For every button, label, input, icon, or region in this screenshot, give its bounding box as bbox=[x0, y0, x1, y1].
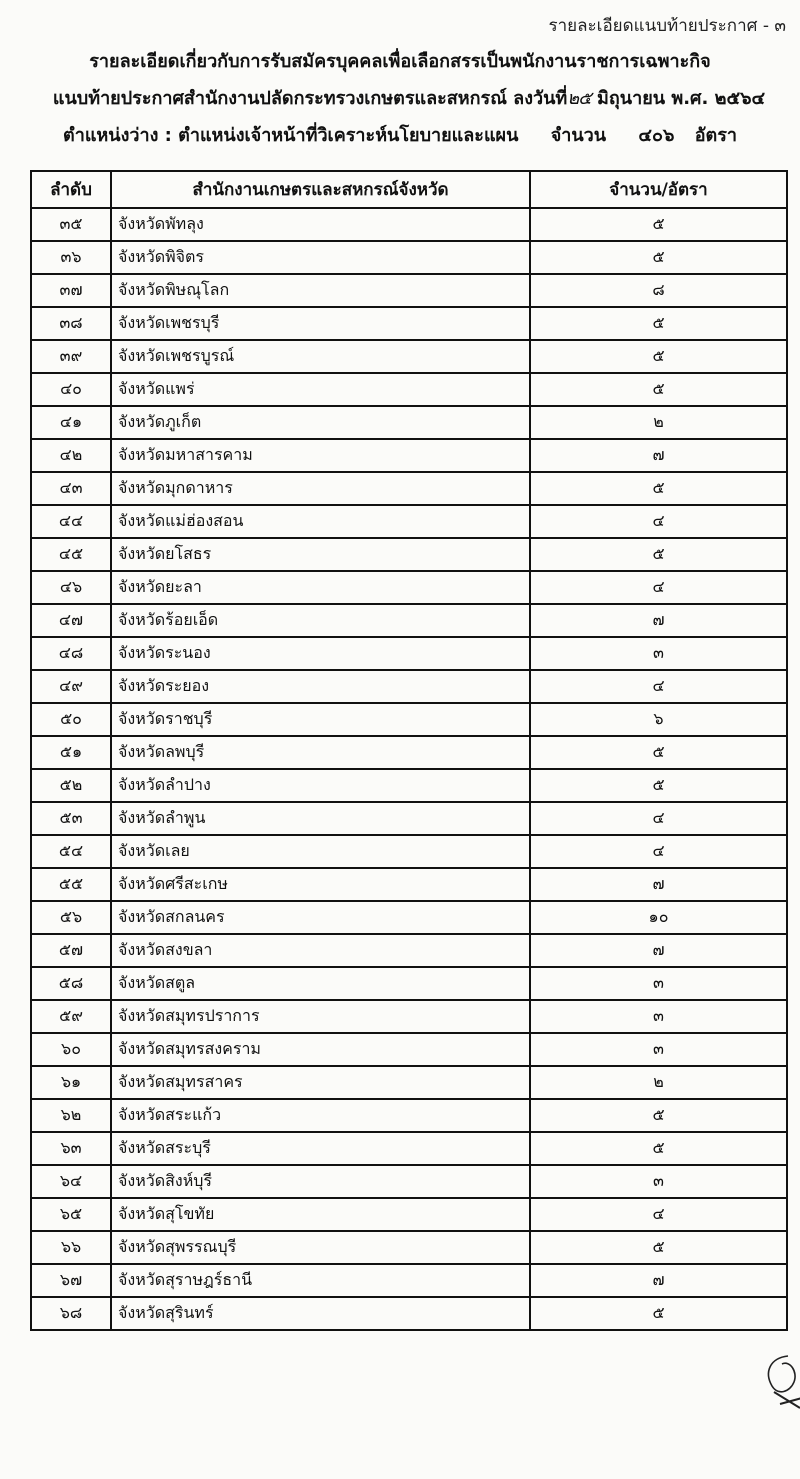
row-province: จังหวัดยะลา bbox=[111, 571, 530, 604]
row-order: ๕๒ bbox=[31, 769, 111, 802]
row-province: จังหวัดสุโขทัย bbox=[111, 1198, 530, 1231]
row-province: จังหวัดระยอง bbox=[111, 670, 530, 703]
row-order: ๔๘ bbox=[31, 637, 111, 670]
row-order: ๔๒ bbox=[31, 439, 111, 472]
row-order: ๖๗ bbox=[31, 1264, 111, 1297]
row-province: จังหวัดสุรินทร์ bbox=[111, 1297, 530, 1330]
header-quantity: จำนวน/อัตรา bbox=[530, 171, 787, 208]
row-order: ๔๔ bbox=[31, 505, 111, 538]
row-quantity: ๗ bbox=[530, 439, 787, 472]
row-order: ๖๕ bbox=[31, 1198, 111, 1231]
row-order: ๕๐ bbox=[31, 703, 111, 736]
page-reference: รายละเอียดแนบท้ายประกาศ - ๓ bbox=[548, 16, 786, 36]
announcement-suffix: มิถุนายน พ.ศ. ๒๕๖๔ bbox=[590, 88, 766, 109]
row-quantity: ๒ bbox=[530, 406, 787, 439]
row-province: จังหวัดพิษณุโลก bbox=[111, 274, 530, 307]
row-province: จังหวัดพัทลุง bbox=[111, 208, 530, 241]
row-province: จังหวัดมหาสารคาม bbox=[111, 439, 530, 472]
table-row bbox=[31, 1099, 787, 1132]
row-order: ๕๗ bbox=[31, 934, 111, 967]
row-quantity: ๕ bbox=[530, 1099, 787, 1132]
row-province: จังหวัดสุพรรณบุรี bbox=[111, 1231, 530, 1264]
row-province: จังหวัดสิงห์บุรี bbox=[111, 1165, 530, 1198]
row-quantity: ๕ bbox=[530, 208, 787, 241]
row-quantity: ๑๐ bbox=[530, 901, 787, 934]
row-quantity: ๗ bbox=[530, 934, 787, 967]
amount-unit: อัตรา bbox=[694, 125, 737, 146]
row-province: จังหวัดมุกดาหาร bbox=[111, 472, 530, 505]
row-order: ๔๕ bbox=[31, 538, 111, 571]
table-row bbox=[31, 571, 787, 604]
table-row bbox=[31, 703, 787, 736]
row-province: จังหวัดศรีสะเกษ bbox=[111, 868, 530, 901]
announcement-line bbox=[18, 83, 800, 112]
row-order: ๖๑ bbox=[31, 1066, 111, 1099]
document-title: รายละเอียดเกี่ยวกับการรับสมัครบุคคลเพื่อเลือกสรรเป็นพนักงานราชการเฉพาะกิจ bbox=[89, 51, 711, 72]
row-quantity: ๔ bbox=[530, 505, 787, 538]
row-province: จังหวัดร้อยเอ็ด bbox=[111, 604, 530, 637]
row-order: ๖๖ bbox=[31, 1231, 111, 1264]
row-quantity: ๔ bbox=[530, 670, 787, 703]
row-quantity: ๕ bbox=[530, 1132, 787, 1165]
row-quantity: ๓ bbox=[530, 967, 787, 1000]
row-order: ๖๘ bbox=[31, 1297, 111, 1330]
row-order: ๕๘ bbox=[31, 967, 111, 1000]
table-row bbox=[31, 505, 787, 538]
row-order: ๕๖ bbox=[31, 901, 111, 934]
row-province: จังหวัดสตูล bbox=[111, 967, 530, 1000]
row-quantity: ๔ bbox=[530, 571, 787, 604]
row-order: ๓๖ bbox=[31, 241, 111, 274]
row-province: จังหวัดภูเก็ต bbox=[111, 406, 530, 439]
row-province: จังหวัดพิจิตร bbox=[111, 241, 530, 274]
row-order: ๓๘ bbox=[31, 307, 111, 340]
table-row bbox=[31, 868, 787, 901]
table-row bbox=[31, 538, 787, 571]
table-row bbox=[31, 373, 787, 406]
row-order: ๕๑ bbox=[31, 736, 111, 769]
row-quantity: ๕ bbox=[530, 1297, 787, 1330]
row-quantity: ๕ bbox=[530, 472, 787, 505]
announcement-prefix: แนบท้ายประกาศสำนักงานปลัดกระทรวงเกษตรและสหกรณ์ ลงวันที่ bbox=[52, 88, 568, 109]
table-row bbox=[31, 274, 787, 307]
row-quantity: ๓ bbox=[530, 1033, 787, 1066]
row-province: จังหวัดลำปาง bbox=[111, 769, 530, 802]
row-quantity: ๘ bbox=[530, 274, 787, 307]
row-province: จังหวัดสมุทรสงคราม bbox=[111, 1033, 530, 1066]
row-province: จังหวัดสระแก้ว bbox=[111, 1099, 530, 1132]
row-order: ๖๓ bbox=[31, 1132, 111, 1165]
table-row bbox=[31, 1198, 787, 1231]
row-order: ๓๗ bbox=[31, 274, 111, 307]
row-quantity: ๕ bbox=[530, 1231, 787, 1264]
row-province: จังหวัดสระบุรี bbox=[111, 1132, 530, 1165]
row-order: ๖๐ bbox=[31, 1033, 111, 1066]
table-row bbox=[31, 967, 787, 1000]
row-quantity: ๓ bbox=[530, 1165, 787, 1198]
row-province: จังหวัดลำพูน bbox=[111, 802, 530, 835]
row-quantity: ๕ bbox=[530, 241, 787, 274]
row-order: ๖๔ bbox=[31, 1165, 111, 1198]
row-province: จังหวัดราชบุรี bbox=[111, 703, 530, 736]
table-row bbox=[31, 340, 787, 373]
position-name: ตำแหน่งเจ้าหน้าที่วิเคราะห์นโยบายและแผน bbox=[178, 125, 519, 146]
row-province: จังหวัดแม่ฮ่องสอน bbox=[111, 505, 530, 538]
table-row bbox=[31, 1132, 787, 1165]
row-order: ๕๔ bbox=[31, 835, 111, 868]
row-quantity: ๓ bbox=[530, 637, 787, 670]
row-order: ๔๓ bbox=[31, 472, 111, 505]
row-quantity: ๔ bbox=[530, 1198, 787, 1231]
table-header-row bbox=[31, 171, 787, 208]
row-province: จังหวัดลพบุรี bbox=[111, 736, 530, 769]
row-province: จังหวัดสุราษฎร์ธานี bbox=[111, 1264, 530, 1297]
table-row bbox=[31, 1033, 787, 1066]
table-row bbox=[31, 769, 787, 802]
row-order: ๖๒ bbox=[31, 1099, 111, 1132]
table-row bbox=[31, 1066, 787, 1099]
row-province: จังหวัดเพชรบุรี bbox=[111, 307, 530, 340]
row-province: จังหวัดสกลนคร bbox=[111, 901, 530, 934]
table-row bbox=[31, 670, 787, 703]
table-row bbox=[31, 439, 787, 472]
row-order: ๕๓ bbox=[31, 802, 111, 835]
amount-value: ๔๐๖ bbox=[638, 125, 675, 146]
row-quantity: ๕ bbox=[530, 373, 787, 406]
row-quantity: ๕ bbox=[530, 340, 787, 373]
amount-label: จำนวน bbox=[550, 125, 607, 146]
table-row bbox=[31, 637, 787, 670]
table-row bbox=[31, 1264, 787, 1297]
header-order: ลำดับ bbox=[31, 171, 111, 208]
row-province: จังหวัดสมุทรสาคร bbox=[111, 1066, 530, 1099]
row-quantity: ๒ bbox=[530, 1066, 787, 1099]
province-quota-table bbox=[30, 170, 788, 1331]
row-order: ๕๕ bbox=[31, 868, 111, 901]
row-province: จังหวัดสมุทรปราการ bbox=[111, 1000, 530, 1033]
table-row bbox=[31, 241, 787, 274]
row-order: ๓๙ bbox=[31, 340, 111, 373]
row-quantity: ๕ bbox=[530, 307, 787, 340]
position-label: ตำแหน่งว่าง : bbox=[63, 125, 172, 146]
row-quantity: ๗ bbox=[530, 604, 787, 637]
row-quantity: ๔ bbox=[530, 835, 787, 868]
table-row bbox=[31, 1165, 787, 1198]
table-row bbox=[31, 901, 787, 934]
table-row bbox=[31, 307, 787, 340]
handwritten-day: ๒๕ bbox=[567, 88, 591, 109]
row-province: จังหวัดเลย bbox=[111, 835, 530, 868]
table-row bbox=[31, 934, 787, 967]
table-row bbox=[31, 1297, 787, 1330]
header-office: สำนักงานเกษตรและสหกรณ์จังหวัด bbox=[111, 171, 530, 208]
row-quantity: ๖ bbox=[530, 703, 787, 736]
row-quantity: ๓ bbox=[530, 1000, 787, 1033]
row-order: ๔๐ bbox=[31, 373, 111, 406]
row-order: ๓๕ bbox=[31, 208, 111, 241]
table-row bbox=[31, 406, 787, 439]
table-row bbox=[31, 472, 787, 505]
row-order: ๔๖ bbox=[31, 571, 111, 604]
table-row bbox=[31, 835, 787, 868]
table-row bbox=[31, 1000, 787, 1033]
row-quantity: ๕ bbox=[530, 538, 787, 571]
table-row bbox=[31, 1231, 787, 1264]
signature-mark bbox=[760, 1352, 800, 1412]
table-row bbox=[31, 802, 787, 835]
row-order: ๔๙ bbox=[31, 670, 111, 703]
row-province: จังหวัดสงขลา bbox=[111, 934, 530, 967]
row-quantity: ๗ bbox=[530, 1264, 787, 1297]
row-province: จังหวัดแพร่ bbox=[111, 373, 530, 406]
row-quantity: ๗ bbox=[530, 868, 787, 901]
row-province: จังหวัดยโสธร bbox=[111, 538, 530, 571]
row-province: จังหวัดเพชรบูรณ์ bbox=[111, 340, 530, 373]
row-order: ๔๗ bbox=[31, 604, 111, 637]
row-quantity: ๕ bbox=[530, 736, 787, 769]
position-line bbox=[20, 120, 780, 149]
table-row bbox=[31, 604, 787, 637]
row-province: จังหวัดระนอง bbox=[111, 637, 530, 670]
row-order: ๔๑ bbox=[31, 406, 111, 439]
table-row bbox=[31, 208, 787, 241]
row-order: ๕๙ bbox=[31, 1000, 111, 1033]
row-quantity: ๔ bbox=[530, 802, 787, 835]
table-row bbox=[31, 736, 787, 769]
row-quantity: ๕ bbox=[530, 769, 787, 802]
